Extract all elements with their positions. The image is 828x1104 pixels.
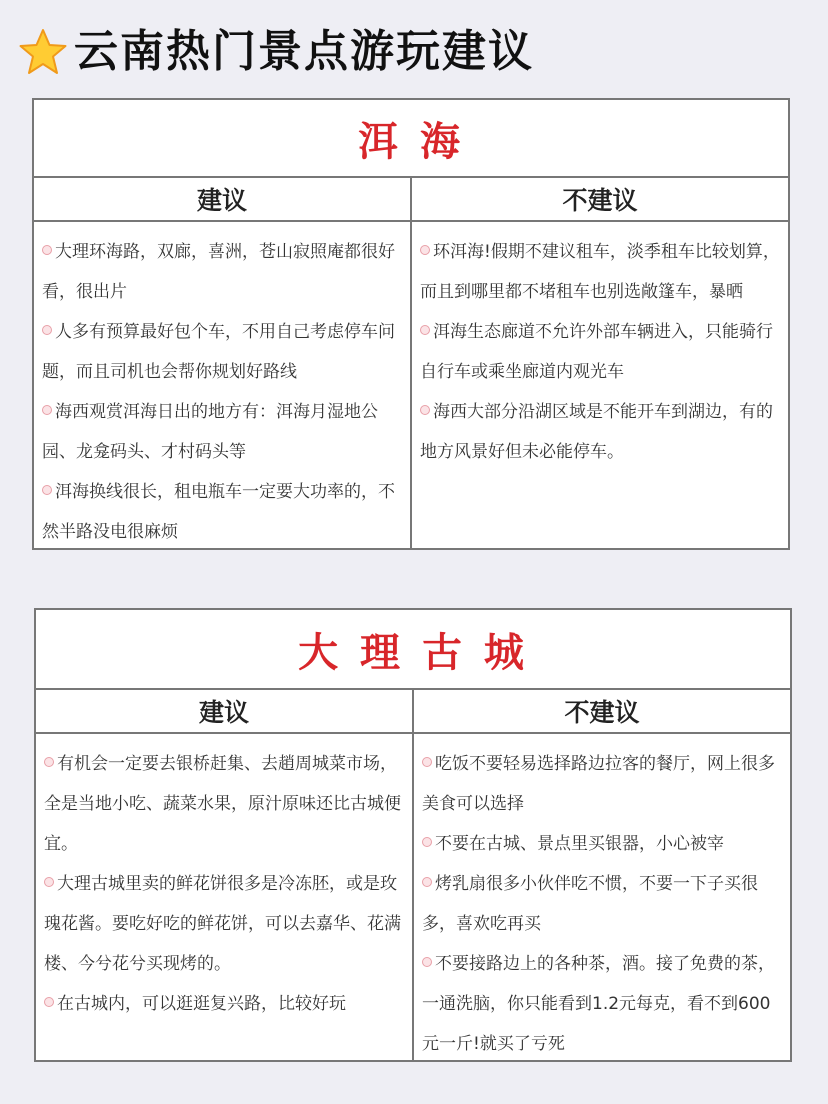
bullet-icon [44, 997, 54, 1007]
recommend-header: 建议 [36, 690, 414, 732]
recommend-header: 建议 [34, 178, 412, 220]
bullet-icon [422, 837, 432, 847]
section-dali-old-town [34, 608, 792, 1062]
bullet-icon [44, 757, 54, 767]
list-item: 吃饭不要轻易选择路边拉客的餐厅，网上很多美食可以选择 [422, 754, 775, 814]
recommend-column [36, 734, 414, 1062]
bullet-icon [42, 405, 52, 415]
list-item: 海西观赏洱海日出的地方有：洱海月湿地公园、龙龛码头、才村码头等 [42, 402, 378, 462]
list-item: 烤乳扇很多小伙伴吃不惯，不要一下子买很多，喜欢吃再买 [422, 874, 758, 934]
bullet-icon [422, 957, 432, 967]
bullet-icon [420, 325, 430, 335]
list-item: 不要接路边上的各种茶，酒。接了免费的茶，一通洗脑，你只能看到1.2元每克，看不到600元一斤!就买了亏死 [422, 954, 775, 1054]
bullet-icon [422, 877, 432, 887]
list-item: 在古城内，可以逛逛复兴路，比较好玩 [44, 984, 404, 1024]
columns [36, 734, 790, 1062]
bullet-icon [42, 245, 52, 255]
list-item: 海西大部分沿湖区域是不能开车到湖边，有的地方风景好但未必能停车。 [420, 402, 773, 462]
list-item: 洱海生态廊道不允许外部车辆进入，只能骑行自行车或乘坐廊道内观光车 [420, 322, 773, 382]
recommend-column [34, 222, 412, 550]
section-title: 洱 海 [34, 100, 788, 178]
list-item: 大理环海路，双廊，喜洲，苍山寂照庵都很好看，很出片 [42, 242, 395, 302]
section-title: 大 理 古 城 [36, 610, 790, 690]
bullet-icon [42, 485, 52, 495]
not-recommend-header: 不建议 [562, 186, 638, 215]
list-item: 人多有预算最好包个车，不用自己考虑停车问题，而且司机也会帮你规划好路线 [42, 322, 395, 382]
bullet-icon [422, 757, 432, 767]
list-item: 环洱海!假期不建议租车，淡季租车比较划算，而且到哪里都不堵租车也别选敞篷车，暴晒 [420, 242, 780, 302]
not-recommend-header: 不建议 [564, 698, 640, 727]
list-item: 有机会一定要去银桥赶集、去趙周城菜市场，全是当地小吃、蔬菜水果，原汁原味还比古城便宜。 [44, 754, 401, 854]
not-recommend-column [414, 734, 790, 1062]
bullet-icon [420, 245, 430, 255]
list-item: 大理古城里卖的鲜花饼很多是冷冻胚，或是玫瑰花酱。要吃好吃的鲜花饼，可以去嘉华、花满楼、今兮花兮买现烤的。 [44, 874, 401, 974]
list-item: 不要在古城、景点里买银器，小心被宰 [422, 824, 782, 864]
page-title: 云南热门景点游玩建议 [74, 26, 534, 77]
list-item: 洱海换线很长，租电瓶车一定要大功率的，不然半路没电很麻烦 [42, 482, 395, 542]
column-headers [34, 178, 788, 222]
star-icon [18, 27, 68, 77]
bullet-icon [44, 877, 54, 887]
columns [34, 222, 788, 550]
column-headers [36, 690, 790, 734]
page-header [18, 22, 534, 82]
not-recommend-column [412, 222, 788, 550]
bullet-icon [420, 405, 430, 415]
section-erhai [32, 98, 790, 550]
bullet-icon [42, 325, 52, 335]
